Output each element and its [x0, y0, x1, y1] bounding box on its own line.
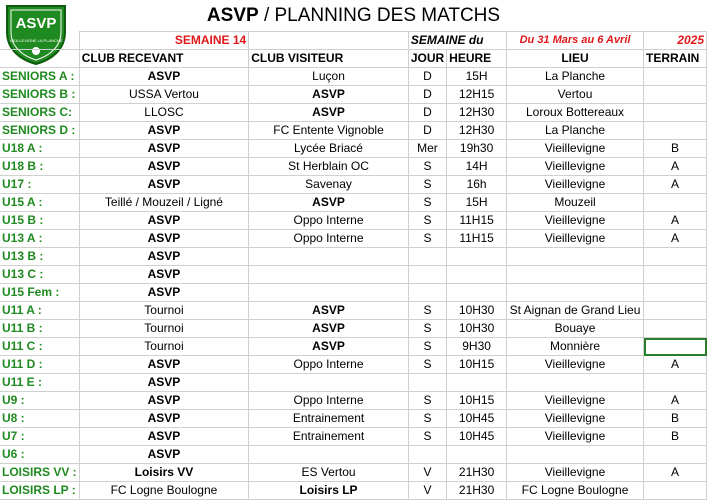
home-club-cell[interactable]: ASVP	[79, 122, 249, 140]
place-cell[interactable]	[507, 248, 644, 266]
away-club-cell[interactable]	[249, 266, 409, 284]
table-row	[0, 104, 707, 122]
time-cell[interactable]	[447, 266, 507, 284]
time-cell[interactable]	[447, 446, 507, 464]
place-cell[interactable]: Mouzeil	[507, 194, 644, 212]
category-cell[interactable]: U17 :	[0, 176, 79, 194]
home-club-cell[interactable]: FC Logne Boulogne	[79, 482, 249, 500]
table-row	[0, 68, 707, 86]
category-cell[interactable]: U15 Fem :	[0, 284, 79, 302]
table-row	[0, 140, 707, 158]
category-cell[interactable]: LOISIRS LP :	[0, 482, 79, 500]
home-club-cell[interactable]: ASVP	[79, 158, 249, 176]
home-club-cell[interactable]: ASVP	[79, 392, 249, 410]
place-cell[interactable]: Vieillevigne	[507, 176, 644, 194]
time-cell[interactable]: 12H15	[447, 86, 507, 104]
time-cell[interactable]: 19h30	[447, 140, 507, 158]
page-title	[0, 4, 707, 28]
week-label: SEMAINE 14	[79, 32, 249, 50]
table-row	[0, 410, 707, 428]
away-club-cell[interactable]: Oppo Interne	[249, 230, 409, 248]
field-cell[interactable]	[644, 482, 707, 500]
header-heure: HEURE	[447, 50, 507, 68]
home-club-cell[interactable]: Teillé / Mouzeil / Ligné	[79, 194, 249, 212]
day-cell[interactable]: S	[408, 320, 446, 338]
day-cell[interactable]: V	[408, 482, 446, 500]
category-cell[interactable]: SENIORS D :	[0, 122, 79, 140]
title-rest: / PLANNING DES MATCHS	[258, 5, 501, 26]
day-cell[interactable]: S	[408, 410, 446, 428]
place-cell[interactable]: Loroux Bottereaux	[507, 104, 644, 122]
category-cell[interactable]: LOISIRS VV :	[0, 464, 79, 482]
place-cell[interactable]: FC Logne Boulogne	[507, 482, 644, 500]
header-terrain: TERRAIN	[644, 50, 707, 68]
place-cell[interactable]: Bouaye	[507, 320, 644, 338]
place-cell[interactable]: Monnière	[507, 338, 644, 356]
table-row	[0, 158, 707, 176]
time-cell[interactable]: 10H30	[447, 320, 507, 338]
home-club-cell[interactable]: ASVP	[79, 140, 249, 158]
time-cell[interactable]: 10H15	[447, 392, 507, 410]
away-club-cell[interactable]: Entrainement	[249, 410, 409, 428]
home-club-cell[interactable]: ASVP	[79, 410, 249, 428]
day-cell[interactable]: S	[408, 356, 446, 374]
place-cell[interactable]	[507, 284, 644, 302]
place-cell[interactable]: Vieillevigne	[507, 392, 644, 410]
home-club-cell[interactable]: ASVP	[79, 230, 249, 248]
place-cell[interactable]	[507, 446, 644, 464]
category-cell[interactable]: U13 A :	[0, 230, 79, 248]
home-club-cell[interactable]: ASVP	[79, 248, 249, 266]
header-jour: JOUR	[408, 50, 446, 68]
away-club-cell[interactable]	[249, 374, 409, 392]
field-cell[interactable]	[644, 284, 707, 302]
table-row	[0, 194, 707, 212]
field-cell[interactable]: A	[644, 464, 707, 482]
place-cell[interactable]	[507, 266, 644, 284]
day-cell[interactable]: S	[408, 392, 446, 410]
home-club-cell[interactable]: ASVP	[79, 212, 249, 230]
table-row	[0, 86, 707, 104]
day-cell[interactable]: S	[408, 338, 446, 356]
time-cell[interactable]: 10H30	[447, 302, 507, 320]
table-row	[0, 374, 707, 392]
day-cell[interactable]: S	[408, 194, 446, 212]
category-cell[interactable]: U11 A :	[0, 302, 79, 320]
away-club-cell[interactable]	[249, 446, 409, 464]
place-cell[interactable]: Vieillevigne	[507, 428, 644, 446]
away-club-cell[interactable]: ASVP	[249, 320, 409, 338]
week-dates: Du 31 Mars au 6 Avril	[507, 32, 644, 50]
table-row	[0, 248, 707, 266]
away-club-cell[interactable]	[249, 284, 409, 302]
field-cell[interactable]: A	[644, 176, 707, 194]
table-row	[0, 212, 707, 230]
table-row	[0, 482, 707, 500]
field-cell[interactable]: A	[644, 212, 707, 230]
day-cell[interactable]: S	[408, 302, 446, 320]
category-cell[interactable]: SENIORS B :	[0, 86, 79, 104]
home-club-cell[interactable]: ASVP	[79, 446, 249, 464]
day-cell[interactable]: S	[408, 230, 446, 248]
place-cell[interactable]: Vertou	[507, 86, 644, 104]
home-club-cell[interactable]: Tournoi	[79, 302, 249, 320]
category-cell[interactable]: U7 :	[0, 428, 79, 446]
week-year: 2025	[644, 32, 707, 50]
away-club-cell[interactable]: ASVP	[249, 302, 409, 320]
day-cell[interactable]: D	[408, 122, 446, 140]
field-cell[interactable]	[644, 374, 707, 392]
table-row	[0, 392, 707, 410]
place-cell[interactable]: Vieillevigne	[507, 410, 644, 428]
field-cell[interactable]	[644, 320, 707, 338]
home-club-cell[interactable]: ASVP	[79, 428, 249, 446]
day-cell[interactable]: V	[408, 464, 446, 482]
field-cell[interactable]: A	[644, 158, 707, 176]
field-cell[interactable]	[644, 338, 707, 356]
field-cell[interactable]	[644, 86, 707, 104]
title-bold: ASVP	[206, 5, 259, 26]
day-cell[interactable]	[408, 374, 446, 392]
away-club-cell[interactable]: Loisirs LP	[249, 482, 409, 500]
field-cell[interactable]: B	[644, 428, 707, 446]
day-cell[interactable]: S	[408, 176, 446, 194]
table-row	[0, 446, 707, 464]
category-cell[interactable]: U18 B :	[0, 158, 79, 176]
place-cell[interactable]: La Planche	[507, 68, 644, 86]
place-cell[interactable]: La Planche	[507, 122, 644, 140]
home-club-cell[interactable]: ASVP	[79, 68, 249, 86]
table-row	[0, 266, 707, 284]
away-club-cell[interactable]: ASVP	[249, 86, 409, 104]
place-cell[interactable]: Vieillevigne	[507, 464, 644, 482]
logo-text: ASVP	[15, 15, 57, 32]
category-cell[interactable]: SENIORS C:	[0, 104, 79, 122]
away-club-cell[interactable]: Entrainement	[249, 428, 409, 446]
time-cell[interactable]: 12H30	[447, 122, 507, 140]
field-cell[interactable]	[644, 248, 707, 266]
place-cell[interactable]: Vieillevigne	[507, 230, 644, 248]
day-cell[interactable]	[408, 284, 446, 302]
field-cell[interactable]	[644, 104, 707, 122]
time-cell[interactable]: 11H15	[447, 230, 507, 248]
time-cell[interactable]: 9H30	[447, 338, 507, 356]
time-cell[interactable]: 11H15	[447, 212, 507, 230]
day-cell[interactable]: D	[408, 104, 446, 122]
header-lieu: LIEU	[507, 50, 644, 68]
field-cell[interactable]	[644, 266, 707, 284]
category-cell[interactable]: U18 A :	[0, 140, 79, 158]
week-du-label: SEMAINE du	[408, 32, 506, 50]
away-club-cell[interactable]: FC Entente Vignoble	[249, 122, 409, 140]
category-cell[interactable]: U13 B :	[0, 248, 79, 266]
day-cell[interactable]	[408, 446, 446, 464]
category-cell[interactable]: U9 :	[0, 392, 79, 410]
day-cell[interactable]: Mer	[408, 140, 446, 158]
away-club-cell[interactable]: ASVP	[249, 104, 409, 122]
category-cell[interactable]: U15 B :	[0, 212, 79, 230]
home-club-cell[interactable]: ASVP	[79, 374, 249, 392]
field-cell[interactable]: A	[644, 230, 707, 248]
table-row	[0, 284, 707, 302]
place-cell[interactable]: Vieillevigne	[507, 212, 644, 230]
away-club-cell[interactable]: St Herblain OC	[249, 158, 409, 176]
home-club-cell[interactable]: ASVP	[79, 176, 249, 194]
day-cell[interactable]	[408, 248, 446, 266]
away-club-cell[interactable]	[249, 248, 409, 266]
day-cell[interactable]: S	[408, 158, 446, 176]
away-club-cell[interactable]: Oppo Interne	[249, 356, 409, 374]
table-row	[0, 176, 707, 194]
away-club-cell[interactable]: Oppo Interne	[249, 212, 409, 230]
day-cell[interactable]	[408, 266, 446, 284]
table-row	[0, 320, 707, 338]
category-cell[interactable]: U15 A :	[0, 194, 79, 212]
home-club-cell[interactable]: USSA Vertou	[79, 86, 249, 104]
day-cell[interactable]: D	[408, 68, 446, 86]
category-cell[interactable]: U8 :	[0, 410, 79, 428]
time-cell[interactable]: 16h	[447, 176, 507, 194]
away-club-cell[interactable]: Oppo Interne	[249, 392, 409, 410]
time-cell[interactable]: 10H15	[447, 356, 507, 374]
time-cell[interactable]: 14H	[447, 158, 507, 176]
header-club-recevant: CLUB RECEVANT	[79, 50, 249, 68]
day-cell[interactable]: S	[408, 212, 446, 230]
table-row	[0, 428, 707, 446]
time-cell[interactable]: 21H30	[447, 482, 507, 500]
time-cell[interactable]: 15H	[447, 68, 507, 86]
category-cell[interactable]: U11 D :	[0, 356, 79, 374]
category-cell[interactable]: SENIORS A :	[0, 68, 79, 86]
table-row	[0, 122, 707, 140]
field-cell[interactable]: B	[644, 140, 707, 158]
home-club-cell[interactable]: Tournoi	[79, 320, 249, 338]
away-club-cell[interactable]: Lycée Briacé	[249, 140, 409, 158]
time-cell[interactable]	[447, 248, 507, 266]
field-cell[interactable]	[644, 68, 707, 86]
day-cell[interactable]: S	[408, 428, 446, 446]
time-cell[interactable]: 12H30	[447, 104, 507, 122]
place-cell[interactable]	[507, 374, 644, 392]
field-cell[interactable]	[644, 446, 707, 464]
time-cell[interactable]	[447, 374, 507, 392]
table-row	[0, 356, 707, 374]
field-cell[interactable]: A	[644, 356, 707, 374]
away-club-cell[interactable]: ES Vertou	[249, 464, 409, 482]
week-row	[0, 32, 707, 50]
place-cell[interactable]: St Aignan de Grand Lieu	[507, 302, 644, 320]
schedule-table	[0, 31, 707, 500]
away-club-cell[interactable]: ASVP	[249, 194, 409, 212]
logo-subtext: VIEILLEVIGNE LA PLANCHE	[9, 38, 63, 43]
time-cell[interactable]: 10H45	[447, 410, 507, 428]
field-cell[interactable]: A	[644, 392, 707, 410]
place-cell[interactable]: Vieillevigne	[507, 140, 644, 158]
away-club-cell[interactable]: ASVP	[249, 338, 409, 356]
category-cell[interactable]: U11 E :	[0, 374, 79, 392]
home-club-cell[interactable]: ASVP	[79, 356, 249, 374]
table-row	[0, 338, 707, 356]
time-cell[interactable]: 21H30	[447, 464, 507, 482]
category-cell[interactable]: U11 C :	[0, 338, 79, 356]
home-club-cell[interactable]: Loisirs VV	[79, 464, 249, 482]
table-row	[0, 230, 707, 248]
field-cell[interactable]	[644, 122, 707, 140]
category-cell[interactable]: U13 C :	[0, 266, 79, 284]
header-club-visiteur: CLUB VISITEUR	[249, 50, 409, 68]
place-cell[interactable]: Vieillevigne	[507, 356, 644, 374]
time-cell[interactable]	[447, 284, 507, 302]
category-cell[interactable]: U6 :	[0, 446, 79, 464]
field-cell[interactable]	[644, 194, 707, 212]
time-cell[interactable]: 15H	[447, 194, 507, 212]
day-cell[interactable]: D	[408, 86, 446, 104]
field-cell[interactable]: B	[644, 410, 707, 428]
home-club-cell[interactable]: LLOSC	[79, 104, 249, 122]
field-cell[interactable]	[644, 302, 707, 320]
category-cell[interactable]: U11 B :	[0, 320, 79, 338]
time-cell[interactable]: 10H45	[447, 428, 507, 446]
header-row	[0, 50, 707, 68]
table-row	[0, 464, 707, 482]
home-club-cell[interactable]: ASVP	[79, 266, 249, 284]
away-club-cell[interactable]: Luçon	[249, 68, 409, 86]
home-club-cell[interactable]: Tournoi	[79, 338, 249, 356]
away-club-cell[interactable]: Savenay	[249, 176, 409, 194]
home-club-cell[interactable]: ASVP	[79, 284, 249, 302]
place-cell[interactable]: Vieillevigne	[507, 158, 644, 176]
table-row	[0, 302, 707, 320]
